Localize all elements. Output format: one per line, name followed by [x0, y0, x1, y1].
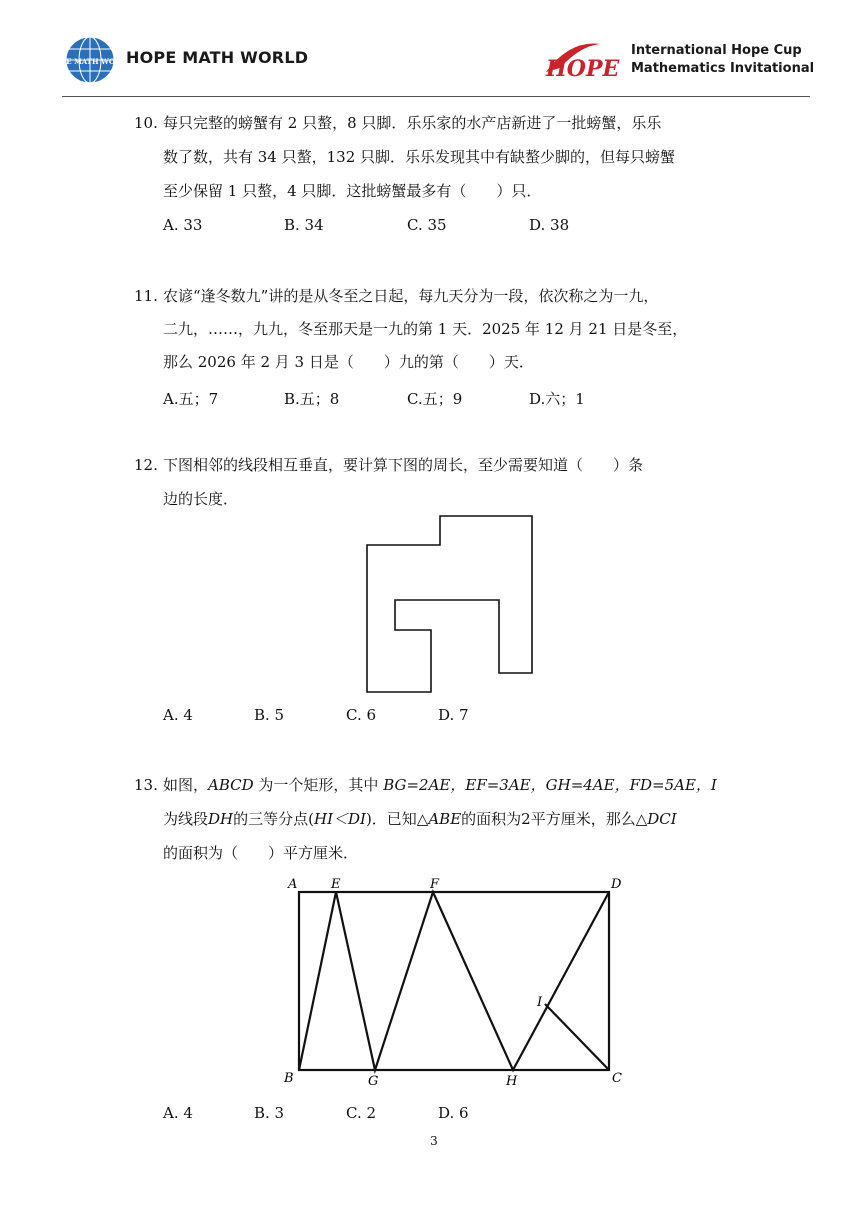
option-b[interactable]: B. 3 — [254, 1104, 285, 1122]
option-b[interactable]: B.五；8 — [284, 390, 340, 408]
question-text: 每只完整的螃蟹有 2 只螯，8 只脚．乐乐家的水产店新进了一批螃蟹，乐乐 — [163, 114, 662, 132]
point-label-c: C — [612, 1071, 622, 1086]
option-c[interactable]: C. 6 — [346, 706, 377, 724]
point-label-e: E — [331, 877, 341, 892]
point-label-h: H — [506, 1074, 518, 1089]
question-text: 如图，ABCD 为一个矩形，其中 BG=2AE，EF=3AE，GH=4AE，FD=5AE，I — [163, 776, 717, 794]
point-label-b: B — [284, 1071, 294, 1086]
question-text: 那么 2026 年 2 月 3 日是（ ）九的第（ ）天． — [163, 353, 534, 371]
option-a[interactable]: A.五；7 — [163, 390, 219, 408]
question-text: 至少保留 1 只螯，4 只脚．这批螃蟹最多有（ ）只． — [163, 182, 542, 200]
rectangle-diagram — [280, 870, 630, 1092]
option-d[interactable]: D. 7 — [438, 706, 469, 724]
page-number: 3 — [430, 1134, 438, 1148]
option-d[interactable]: D. 6 — [438, 1104, 469, 1122]
question-text: 的面积为（ ）平方厘米． — [163, 844, 359, 862]
question-text: 边的长度． — [163, 490, 239, 508]
question-number: 13. — [134, 776, 158, 794]
svg-text:HOPE MATH WORLD: HOPE MATH WORLD — [48, 57, 132, 66]
hope-math-world-logo — [48, 34, 309, 84]
brand-name: HOPE MATH WORLD — [126, 48, 309, 67]
hope-cup-logo — [540, 38, 815, 82]
question-text: 为线段DH的三等分点(HI＜DI)．已知△ABE的面积为2平方厘米，那么△DCI — [163, 810, 677, 828]
hope-logo-icon — [540, 38, 628, 80]
question-text: 农谚“逢冬数九”讲的是从冬至之日起，每九天分为一段，依次称之为一九， — [163, 287, 659, 305]
option-b[interactable]: B. 34 — [284, 216, 324, 234]
option-c[interactable]: C. 2 — [346, 1104, 377, 1122]
option-a[interactable]: A. 4 — [163, 706, 193, 724]
question-text: 二九，……，九九，冬至那天是一九的第 1 天．2025 年 12 月 21 日是冬至， — [163, 320, 688, 338]
question-number: 10. — [134, 114, 158, 132]
option-d[interactable]: D. 38 — [529, 216, 570, 234]
point-label-f: F — [430, 877, 440, 892]
point-label-i: I — [537, 995, 543, 1010]
question-number: 12. — [134, 456, 158, 474]
svg-text:HOPE: HOPE — [546, 56, 620, 82]
contest-title-line1: International Hope Cup — [631, 43, 802, 58]
question-number: 11. — [134, 287, 158, 305]
header-divider — [62, 96, 810, 97]
question-text: 下图相邻的线段相互垂直，要计算下图的周长，至少需要知道（ ）条 — [163, 456, 644, 474]
contest-title-line2: Mathematics Invitational — [631, 61, 815, 76]
globe-icon — [48, 34, 132, 86]
option-c[interactable]: C. 35 — [407, 216, 447, 234]
point-label-g: G — [368, 1074, 379, 1089]
option-b[interactable]: B. 5 — [254, 706, 285, 724]
point-label-d: D — [611, 877, 622, 892]
option-c[interactable]: C.五；9 — [407, 390, 463, 408]
option-d[interactable]: D.六；1 — [529, 390, 585, 408]
question-text: 数了数，共有 34 只螯，132 只脚．乐乐发现其中有缺螯少脚的，但每只螃蟹 — [163, 148, 676, 166]
rectilinear-figure — [360, 510, 540, 700]
option-a[interactable]: A. 4 — [163, 1104, 193, 1122]
point-label-a: A — [288, 877, 298, 892]
option-a[interactable]: A. 33 — [163, 216, 203, 234]
